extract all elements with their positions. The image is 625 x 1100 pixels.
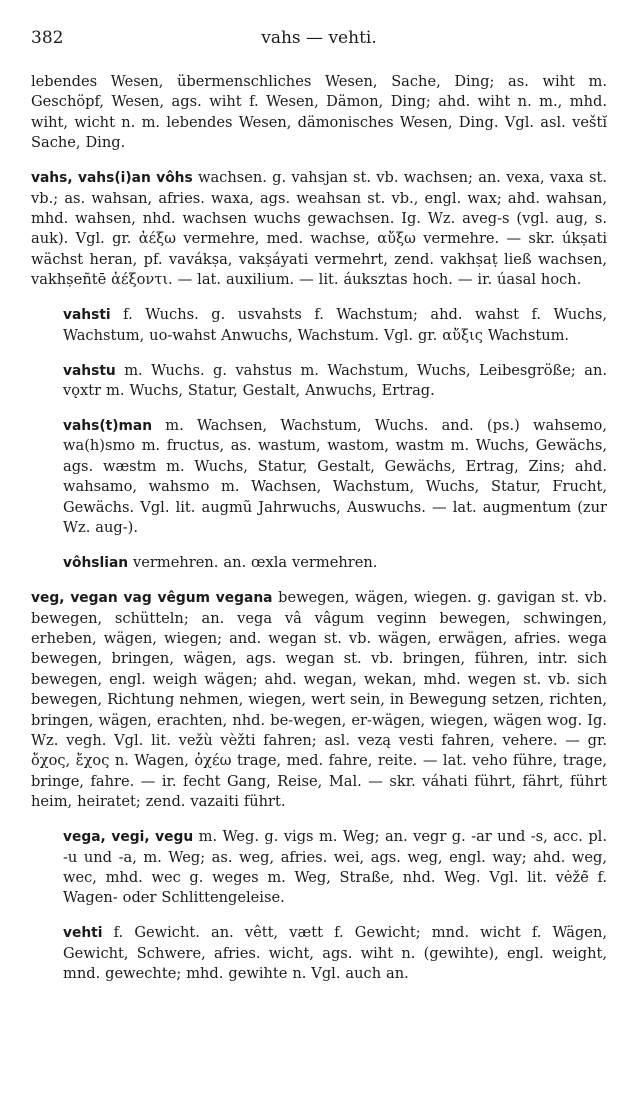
entry-vahsti: [63, 305, 607, 346]
entry-vahstman: [63, 416, 607, 538]
entry-vahstu: [63, 361, 607, 402]
entry-text: m. Weg. g. vigs m. Weg; an. vegr g. -ar und -s, acc. pl. -u und -a, m. Weg; as. weg, afries. wei, ags. weg, engl. way; ahd. weg, wec, mhd. wec g. weges m. Weg, Straße, nhd. Weg. Vgl. lit. vėžė̃ f. Wagen- oder Schlittengeleise.: [63, 828, 607, 907]
entry-text: f. Wuchs. g. usvahsts f. Wachstum; ahd. wahst f. Wuchs, Wachstum, uo-wahst Anwuchs, Wachstum. Vgl. gr. αὔξις Wachstum.: [63, 306, 607, 344]
entry-vohslian: [63, 553, 607, 573]
entry-veg: [31, 588, 607, 812]
entry-vehti: [63, 923, 607, 984]
entry-continuation: [31, 72, 607, 154]
entry-text: lebendes Wesen, übermenschliches Wesen, Sache, Ding; as. wiht m. Geschöpf, Wesen, ags. wiht f. Wesen, Dämon, Ding; ahd. wiht n. m., mhd. wiht, wicht n. m. lebendes Wesen, dämonisches Wesen, Ding. Vgl. asl. veštĭ Sache, Ding.: [31, 73, 607, 152]
entry-headword: vahs(t)man: [63, 418, 153, 435]
running-header: [31, 26, 607, 50]
entry-headword: veg, vegan vag vêgum vegana: [31, 590, 273, 607]
entry-text: m. Wuchs. g. vahstus m. Wachstum, Wuchs, Leibesgröße; an. vǫxtr m. Wuchs, Statur, Gestalt, Anwuchs, Ertrag.: [63, 361, 607, 400]
entry-headword: vahsti: [63, 307, 111, 324]
entry-text: f. Gewicht. an. vêtt, vætt f. Gewicht; mnd. wicht f. Wägen, Gewicht, Schwere, afries. wicht, ags. wiht n. (gewihte), engl. weight, mnd. gewechte; mhd. gewihte n. Vgl. auch an.: [63, 924, 607, 983]
entry-text: bewegen, wägen, wiegen. g. gavigan st. vb. bewegen, schütteln; an. vega vâ vâgum veginn bewegen, schwingen, erheben, wägen, wiegen; and. wegan st. vb. wägen, erwägen, afries. wega bewegen, bringen, wägen, ags. wegan st. vb. bringen, führen, intr. sich bewegen, engl. weigh wägen; ahd. wegan, wekan, mhd. wegen st. vb. sich bewegen, Richtung nehmen, wiegen, wert sein, in Bewegung setzen, richten, bringen, wägen, erachten, nhd. be-wegen, er-wägen, wiegen, wägen wog. Ig. Wz. vegh. Vgl. lit. vežù vèžti fahren; asl. vezą vesti fahren, vehere. — gr. ὄχος, ἔχος n. Wagen, ὀχέω trage, med. fahre, reite. — lat. veho führe, trage, bringe, fahre. — ir. fecht Gang, Reise, Mal. — skr. váhati führt, fährt, führt heim, heiratet; zend. vazaiti führt.: [31, 589, 607, 811]
page-number: 382: [31, 28, 64, 48]
entry-text: wachsen. g. vahsjan st. vb. wachsen; an. vexa, vaxa st. vb.; as. wahsan, afries. waxa, ags. weahsan st. vb., engl. wax; ahd. wahsan, mhd. wahsen, nhd. wachsen wuchs gewachsen. Ig. Wz. aveg-s (vgl. aug, s. auk). Vgl. gr. ἀέξω vermehre, med. wachse, αὔξω vermehre. — skr. úkṣati wächst heran, pf. vavákṣa, vakṣáyati vermehrt, zend. vakhṣaṭ ließ wachsen, vakhṣeñtē ἀέξοντι. — lat. auxilium. — lit. áuksztas hoch. — ir. úasal hoch.: [31, 169, 607, 289]
entry-headword: vega, vegi, vegu: [63, 829, 194, 846]
entry-headword: vehti: [63, 925, 103, 942]
entry-vahs: [31, 168, 607, 290]
entry-headword: vahstu: [63, 362, 116, 379]
entry-text: m. Wachsen, Wachstum, Wuchs. and. (ps.) wahsemo, wa(h)smo m. fructus, as. wastum, wastom, wastm m. Wuchs, Gewächs, ags. wæstm m. Wuchs, Statur, Gestalt, Gewächs, Ertrag, Zins; ahd. wahsamo, wahsmo m. Wachsen, Wachstum, Wuchs, Statur, Frucht, Gewächs. Vgl. lit. augmũ Jahrwuchs, Auswuchs. — lat. augmentum (zur Wz. aug-).: [63, 417, 607, 537]
entry-headword: vôhslian: [63, 555, 129, 572]
entry-headword: vahs, vahs(i)an vôhs: [31, 170, 193, 187]
running-title: vahs — vehti.: [261, 28, 377, 48]
entry-text: vermehren. an. œxla vermehren.: [128, 554, 378, 572]
entry-vega: [63, 827, 607, 909]
